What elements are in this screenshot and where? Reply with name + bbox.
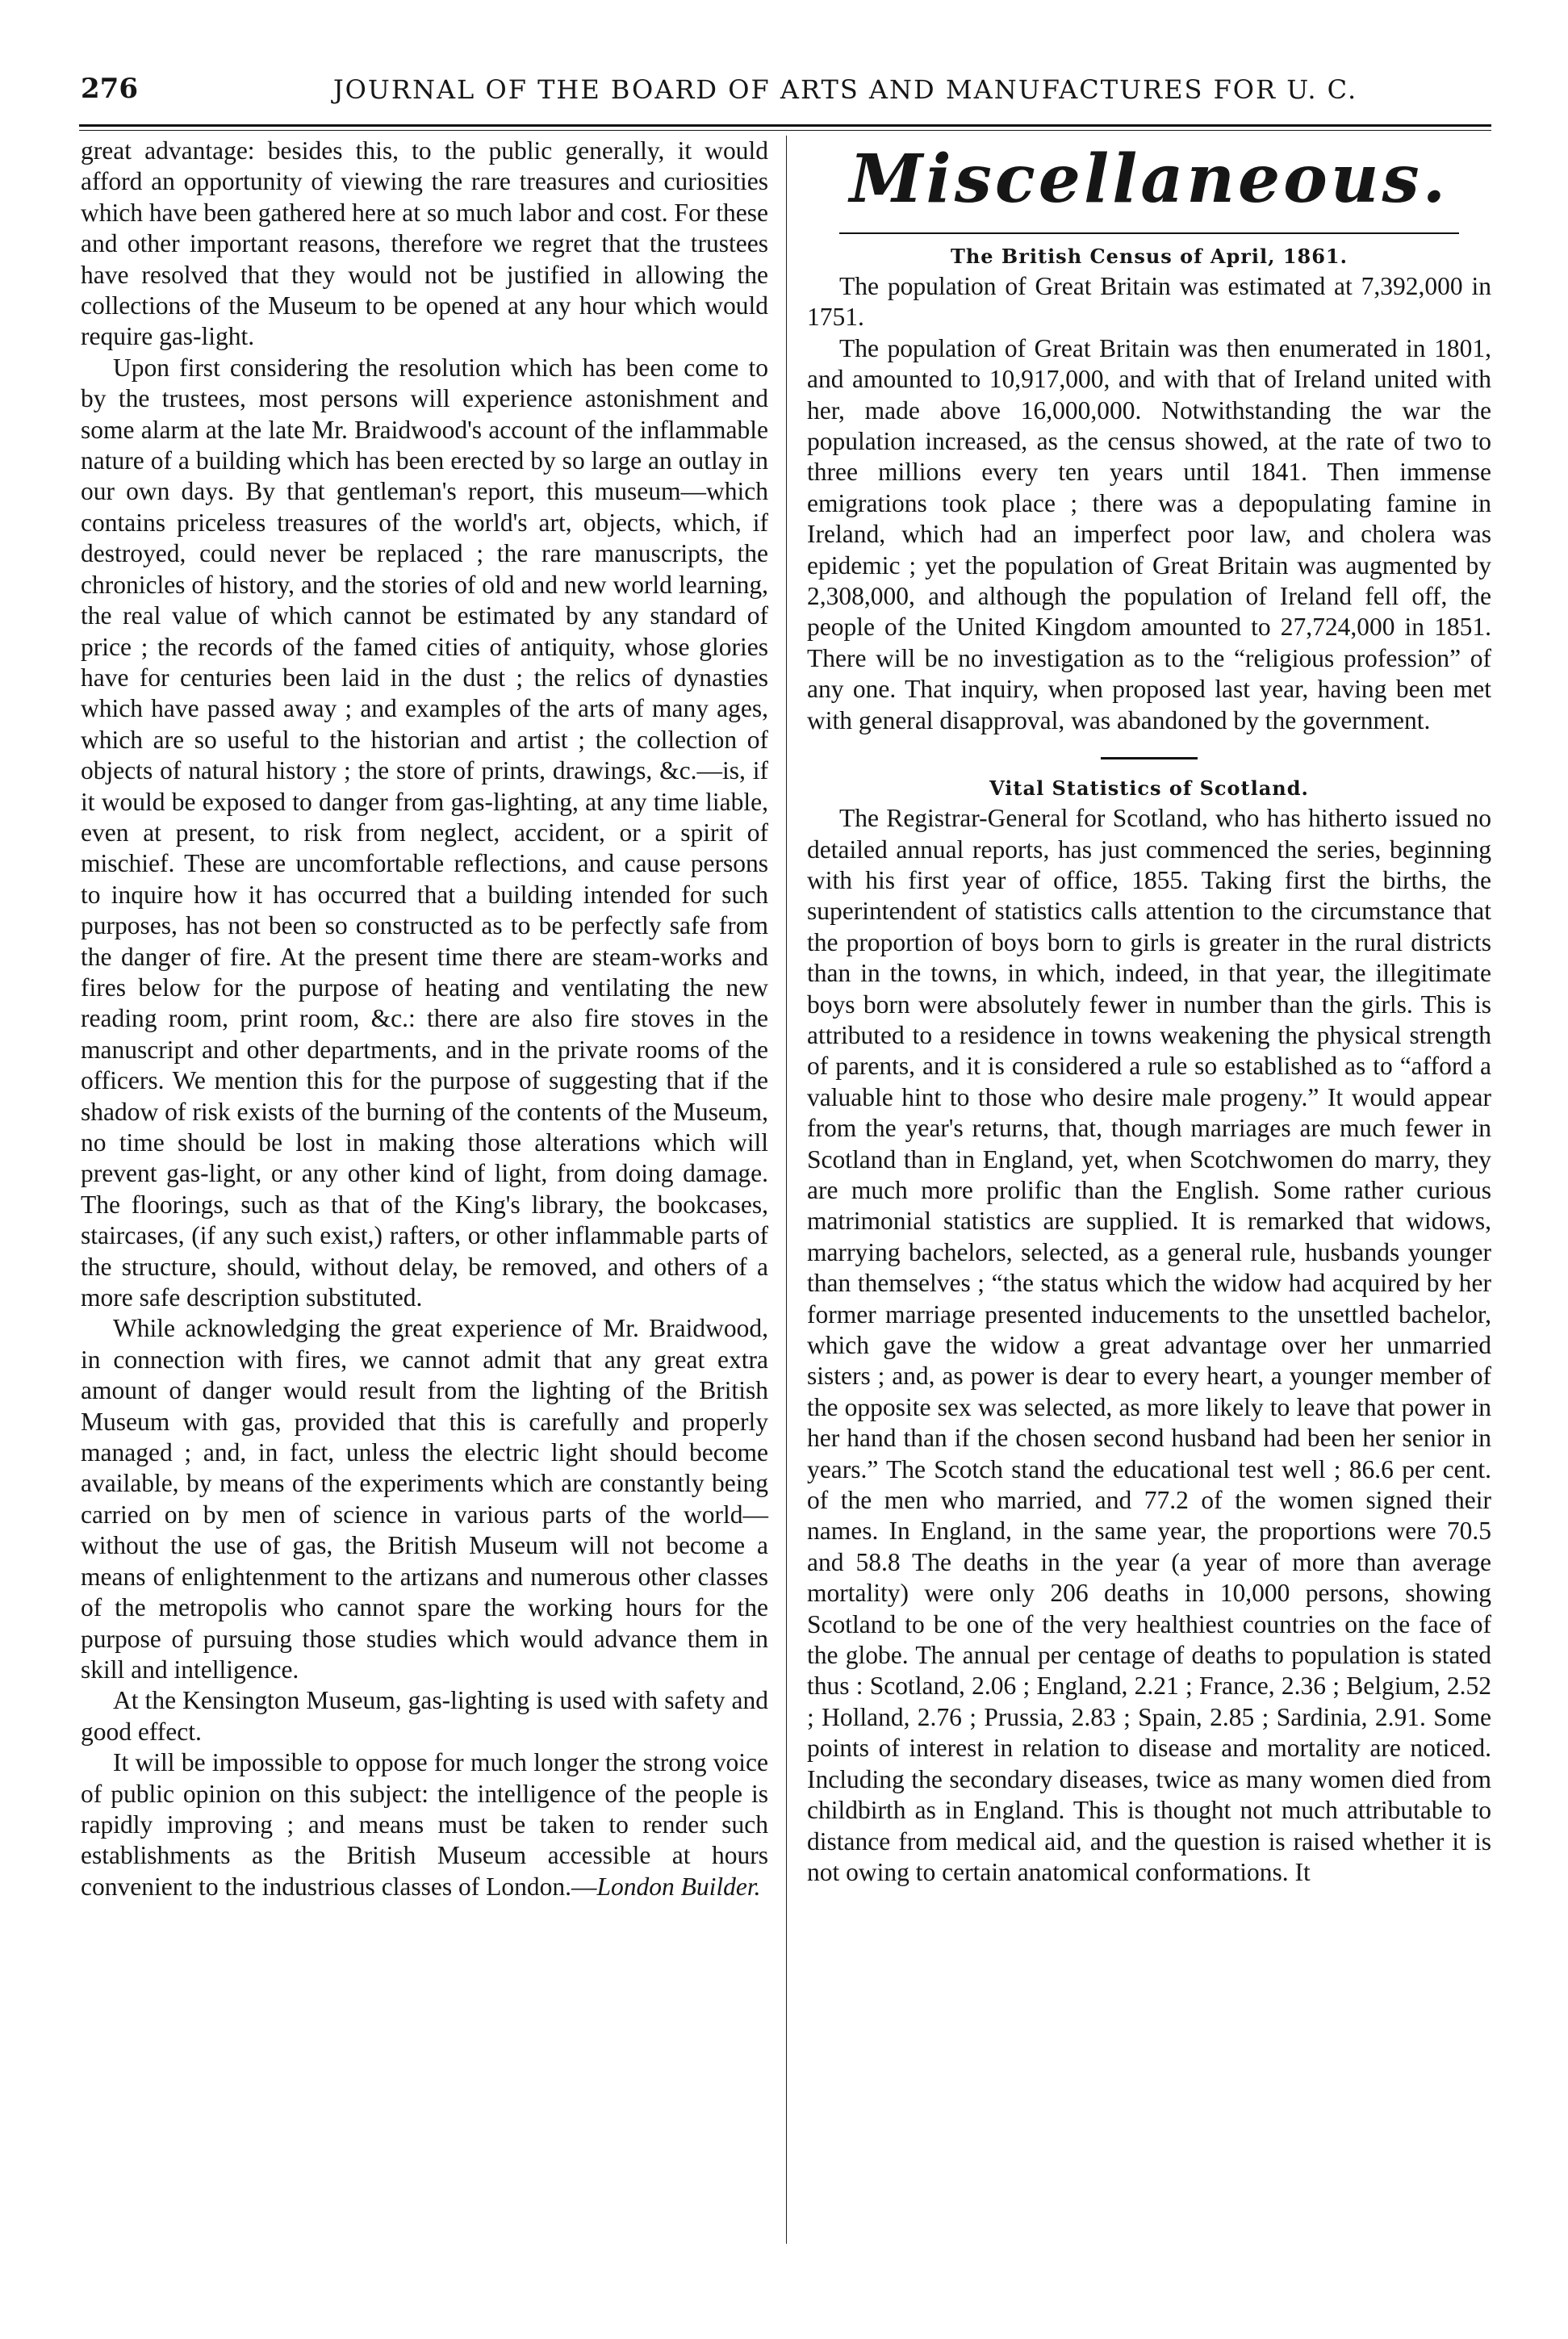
article-separator [1101, 757, 1198, 759]
paragraph: At the Kensington Museum, gas-lighting is used with safety and good effect. [81, 1686, 768, 1746]
section-title: Miscellaneous. [849, 140, 1449, 218]
running-title: JOURNAL OF THE BOARD OF ARTS AND MANUFACTURES FOR U. C. [332, 74, 1358, 105]
paragraph: Upon first considering the resolution which has been come to by the trustees, most persons will experience astonishment and some alarm at the late Mr. Braidwood's account of the inflammable nature of a building which has been erected by so large an outlay in our own days. By that gentleman's report, this museum—which contains priceless treasures of the world's art, objects, which, if destroyed, could never be replaced ; the rare manuscripts, the chronicles of history, and the stories of old and new world learning, the real value of which cannot be estimated by any standard of price ; the records of the famed cities of antiquity, whose glories have for centuries been laid in the dust ; the relics of dynasties which have passed away ; and examples of the arts of many ages, which are so useful to the historian and artist ; the collection of objects of natural history ; the store of prints, drawings, &c.—is, if it would be exposed to danger from gas-lighting, at any time liable, even at present, to risk from neglect, accident, or a spirit of mischief. These are uncomfortable reflections, and cause persons to inquire how it has occurred that a building intended for such purposes, has not been so constructed as to be perfectly safe from the danger of fire. At the present time there are steam-works and fires below for the purpose of heating and ventilating the new reading room, print room, &c.: there are also fire stoves in the manuscript and other departments, and in the private rooms of the officers. We mention this for the purpose of suggesting that if the shadow of risk exists of the burning of the contents of the Museum, no time should be lost in making those alterations which will prevent gas-light, or any other kind of light, from doing damage. The floorings, such as that of the King's library, the bookcases, staircases, (if any such exist,) rafters, or other inflammable parts of the structure, should, without delay, be removed, and others of a more safe description substituted. [81, 353, 768, 1312]
section-rule [839, 232, 1459, 234]
source-credit: London Builder. [596, 1872, 761, 1901]
header-rule [79, 124, 1491, 127]
paragraph-text: It will be impossible to oppose for much longer the strong voice of public opinion on this subject: the intelligence of the people is rapidly improving ; and means must be taken to render such establishments as the British Museum accessible at hours convenient to the industrious classes of London.— [81, 1748, 768, 1901]
page-number: 276 [81, 73, 138, 105]
page-header [81, 69, 1489, 118]
article-title: Vital Statistics of Scotland. [989, 776, 1309, 801]
paragraph: The population of Great Britain was estimated at 7,392,000 in 1751. [807, 272, 1491, 332]
article-title: The British Census of April, 1861. [951, 245, 1348, 268]
paragraph-final [81, 1747, 768, 1902]
right-column [807, 136, 1491, 1888]
paragraph: The population of Great Britain was then enumerated in 1801, and amounted to 10,917,000, and with that of Ireland united with her, made above 16,000,000. Notwithstanding the war the population increased, as the census showed, at the rate of two to three millions every ten years until 1841. Then immense emigrations took place ; there was a depopulating famine in Ireland, which had an imperfect poor law, and cholera was epidemic ; yet the population of Great Britain was augmented by 2,308,000, and although the population of Ireland fell off, the people of the United Kingdom amounted to 27,724,000 in 1851. There will be no investigation as to the “religious profession” of any one. That inquiry, when proposed last year, having been met with general disapproval, was abandoned by the government. [807, 333, 1491, 734]
paragraph: While acknowledging the great experience of Mr. Braidwood, in connection with fires, we cannot admit that any great extra amount of danger would result from the lighting of the British Museum with gas, provided that this is carefully and properly managed ; and, in fact, unless the electric light should become available, by means of the experiments which are constantly being carried on by men of science in various parts of the world—without the use of gas, the British Museum will not become a means of enlightenment to the artizans and numerous other classes of the metropolis who cannot spare the working hours for the purpose of pursuing those studies which would advance them in skill and intelligence. [81, 1314, 768, 1684]
paragraph: great advantage: besides this, to the public generally, it would afford an opportunity of viewing the rare treasures and curiosities which have been gathered here at so much labor and cost. For these and other important reasons, therefore we regret that the trustees have resolved that they would not be justified in allowing the collections of the Museum to be opened at any hour which would require gas-light. [81, 136, 768, 351]
left-column [81, 136, 768, 1902]
paragraph: The Registrar-General for Scotland, who has hitherto issued no detailed annual reports, has just commenced the series, beginning with his first year of office, 1855. Taking first the births, the superintendent of statistics calls attention to the circumstance that the proportion of boys born to girls is greater in the rural districts than in the towns, in which, indeed, in that year, the illegitimate boys born were absolutely fewer in number than the girls. This is attributed to a residence in towns weakening the physical strength of parents, and it is considered a rule so established as to “afford a valuable hint to those who desire male progeny.” It would appear from the year's returns, that, though marriages are much fewer in Scotland than in England, yet, when Scotchwomen do marry, they are much more prolific than the English. Some rather curious matrimonial statistics are supplied. It is remarked that widows, marrying bachelors, selected, as a general rule, husbands younger than themselves ; “the status which the widow had acquired by her former marriage presented inducements to the unsettled bachelor, which gave the widow a great advantage over her unmarried sisters ; and, as power is dear to every heart, a younger member of the opposite sex was selected, as more likely to leave that power in her hand than if the chosen second husband had been her senior in years.” The Scotch stand the educational test well ; 86.6 per cent. of the men who married, and 77.2 of the women signed their names. In England, in the same year, the proportions were 70.5 and 58.8 The deaths in the year (a year of more than average mortality) were only 206 deaths in 10,000 persons, showing Scotland to be one of the very healthiest countries on the face of the globe. The annual per centage of deaths to population is stated thus : Scotland, 2.06 ; England, 2.21 ; France, 2.36 ; Belgium, 2.52 ; Holland, 2.76 ; Prussia, 2.83 ; Spain, 2.85 ; Sardinia, 2.91. Some points of interest in relation to disease and mortality are noticed. Including the secondary diseases, twice as many women died from childbirth as in England. This is thought not much attributable to distance from medical aid, and the question is raised whether it is not owing to certain anatomical conformations. It [807, 804, 1491, 1886]
header-rule-thin [79, 130, 1491, 131]
column-divider [786, 136, 787, 2244]
